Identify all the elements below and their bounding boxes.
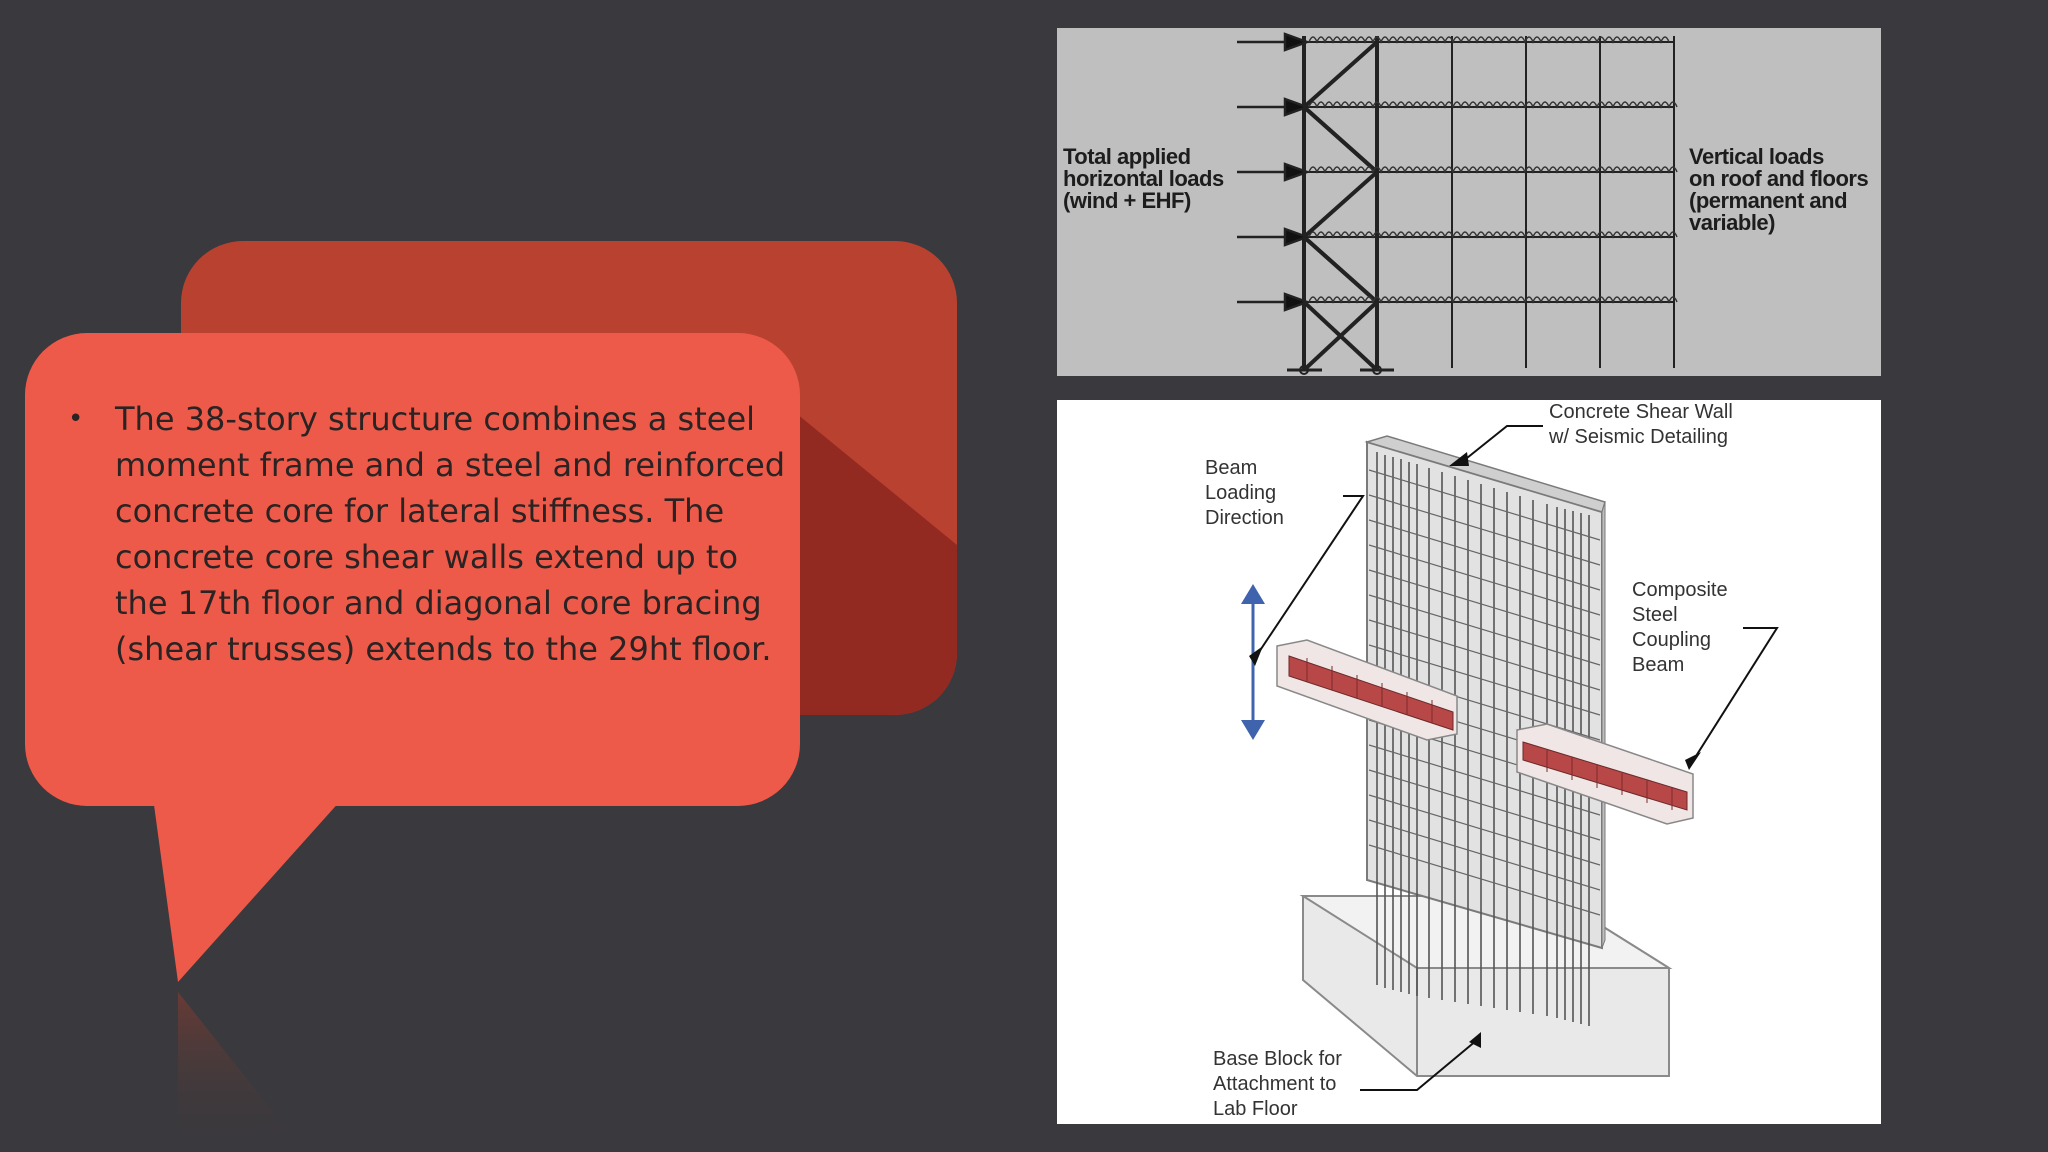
base-block-label: Base Block for Attachment to Lab Floor xyxy=(1213,1048,1342,1120)
shear-wall-label: Concrete Shear Wall w/ Seismic Detailing xyxy=(1549,401,1733,448)
horizontal-loads-label: Total applied horizontal loads (wind + EHF) xyxy=(1063,144,1224,213)
beam-direction-label: Beam Loading Direction xyxy=(1205,457,1284,529)
bullet-glyph: • xyxy=(68,404,84,434)
shear-wall-drawing xyxy=(1057,400,1881,1124)
bullet-text: The 38-story structure combines a steel moment frame and a steel and reinforced concrete core for lateral stiffness. The concrete core shear walls extend up to the 17th floor and diagonal core bracing (shear trusses) extends to the 29ht floor. xyxy=(115,400,786,668)
shear-wall-diagram xyxy=(1057,400,1881,1124)
bubble-tail-reflection xyxy=(178,992,305,1152)
vertical-loads-label: Vertical loads on roof and floors (permanent and variable) xyxy=(1689,144,1869,235)
coupling-beam-label: Composite Steel Coupling Beam xyxy=(1632,579,1728,676)
bubble-tail xyxy=(152,790,350,982)
braced-frame-diagram xyxy=(1057,28,1881,376)
